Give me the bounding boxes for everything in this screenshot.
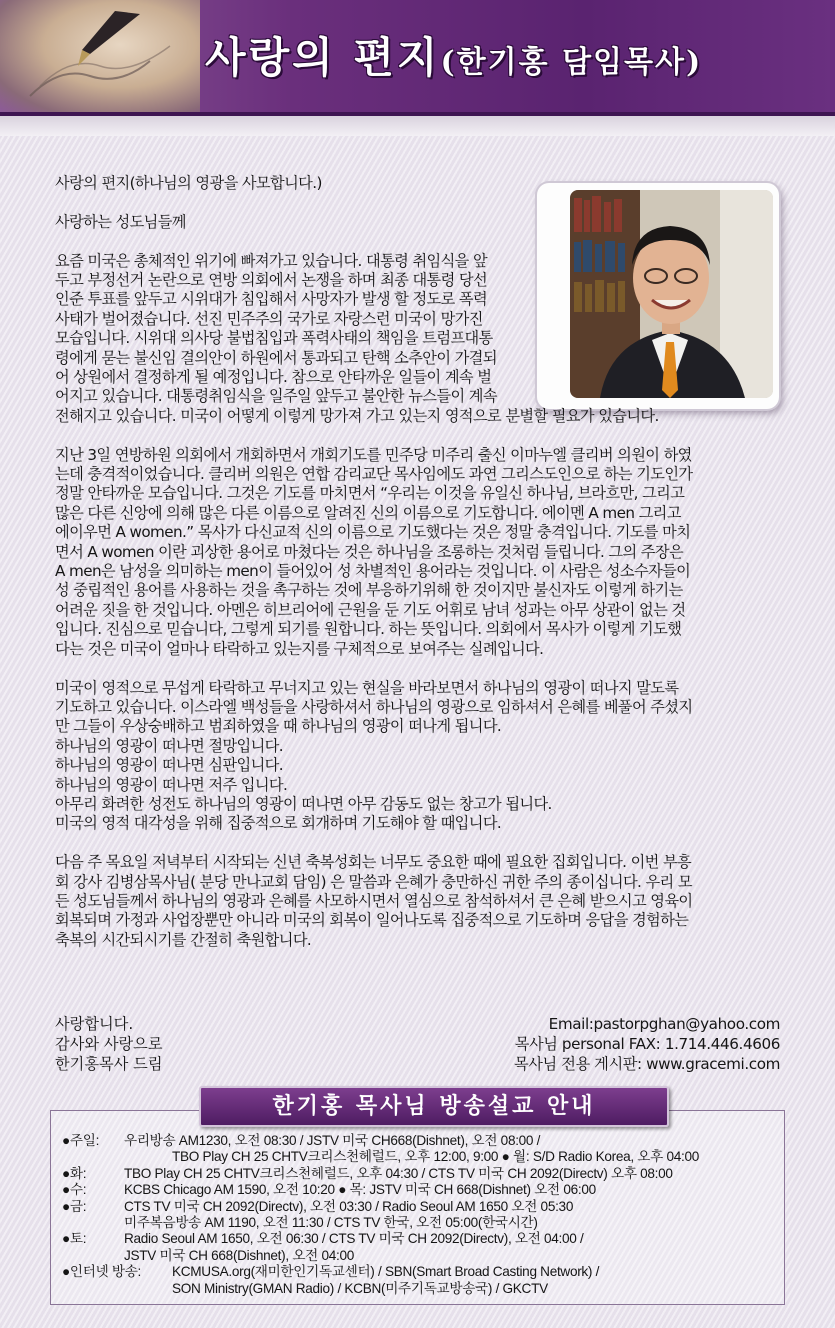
schedule-text: CTS TV 미국 CH 2092(Directv), 오전 03:30 / Radio Seoul AM 1650 오전 05:30 [124, 1198, 574, 1214]
closing-line: 사랑합니다. [55, 1015, 134, 1033]
schedule-row-sunday [62, 1133, 782, 1166]
header-title-main: 사랑의 편지 [205, 33, 441, 82]
letter-title: 사랑의 편지(하나님의 영광을 사모합니다.) [55, 174, 322, 192]
header-title [205, 18, 825, 98]
text-line: 다음 주 목요일 저녁부터 시작되는 신년 축복성회는 너무도 중요한 때에 필요한 집회입니다. 이번 부흥 [55, 853, 692, 872]
bullet-icon: ● [62, 1182, 70, 1198]
schedule-text: KCMUSA.org(재미한인기독교센터) / SBN(Smart Broad Casting Network) / [172, 1264, 600, 1280]
schedule-row-internet [62, 1264, 782, 1297]
text-line: 하나님의 영광이 떠나면 심판입니다. [55, 756, 283, 775]
contact-email[interactable]: Email:pastorpghan@yahoo.com [548, 1015, 780, 1033]
schedule-text: 우리방송 AM1230, 오전 08:30 / JSTV 미국 CH668(Dishnet), 오전 08:00 / [124, 1133, 541, 1148]
paragraph-glory [55, 679, 785, 834]
schedule-text: 미주복음방송 AM 1190, 오전 11:30 / CTS TV 한국, 오전 05:00(한국시간) [124, 1215, 538, 1231]
header-bar [0, 0, 835, 116]
text-line: 모습입니다. 시위대 의사당 불법침입과 폭력사태의 책임을 트럼프대통 [55, 329, 493, 348]
text-line: 하나님의 영광이 떠나면 저주 입니다. [55, 775, 288, 794]
broadcast-schedule [62, 1133, 782, 1297]
text-line: 어려운 짓을 한 것입니다. 아멘은 히브리어에 근원을 둔 기도 어휘로 남녀 성과는 아무 상관이 없는 것 [55, 600, 686, 619]
header-title-subtitle: (한기홍 담임목사) [440, 45, 703, 80]
paragraph-prayer [55, 446, 785, 659]
text-line: 어지고 있습니다. 대통령취임식을 일주일 앞두고 불안한 뉴스들이 계속 [55, 387, 497, 406]
bullet-icon: ● [62, 1133, 70, 1148]
paragraph-crisis [55, 252, 785, 427]
text-line: A men은 남성을 의미하는 men이 들어있어 성 차별적인 용어라는 것입니다. 이 사람은 성소수자들이 [55, 562, 691, 581]
letter-body [55, 174, 785, 950]
schedule-text: JSTV 미국 CH 668(Dishnet), 오전 04:00 [124, 1247, 354, 1263]
contact-info [514, 1014, 780, 1074]
header-shadow-band [0, 116, 835, 136]
text-line: 미국의 영적 대각성을 위해 집중적으로 회개하며 기도해야 할 때입니다. [55, 814, 502, 833]
text-line: 는데 충격적이었습니다. 클리버 의원은 연합 감리교단 목사임에도 과연 그리스도인으로 하는 기도인가 [55, 465, 693, 484]
bullet-icon: ● [62, 1198, 70, 1214]
bullet-icon: ● [62, 1264, 70, 1280]
schedule-day: 수: [69, 1182, 87, 1198]
schedule-text: SON Ministry(GMAN Radio) / KCBN(미주기독교방송국) / GKCTV [172, 1280, 548, 1296]
text-line: 어 상원에서 결정하게 될 예정입니다. 참으로 안타까운 일들이 계속 벌 [55, 368, 492, 387]
closing-line: 감사와 사랑으로 [55, 1035, 163, 1053]
schedule-day: 인터넷 방송: [69, 1264, 142, 1280]
text-line: 회복되며 가정과 사업장뿐만 아니라 미국의 회복이 일어나도록 집중적으로 기도하며 응답을 경험하는 [55, 911, 689, 930]
schedule-text: TBO Play CH 25 CHTV크리스천헤럴드, 오후 12:00, 9:00 ● 월: S/D Radio Korea, 오후 04:00 [172, 1149, 699, 1165]
text-line: 입니다. 진심으로 믿습니다, 그렇게 되기를 원합니다. 하는 뜻입니다. 의회에서 목사가 이렇게 기도했 [55, 620, 682, 639]
fountain-pen-icon [20, 6, 180, 106]
schedule-row-saturday [62, 1231, 782, 1264]
closing-line: 한기홍목사 드림 [55, 1055, 163, 1073]
text-line: 축복의 시간되시기를 간절히 축원합니다. [55, 930, 312, 949]
text-line: 인준 투표를 앞두고 시위대가 침입해서 사망자가 발생 할 정도로 폭력 [55, 290, 488, 309]
text-line: 아무리 화려한 성전도 하나님의 영광이 떠나면 아무 감동도 없는 창고가 됩니다. [55, 794, 552, 813]
contact-board[interactable]: 목사님 전용 게시판: www.gracemi.com [513, 1055, 780, 1073]
closing-signature [55, 1014, 163, 1074]
text-line: 기도하고 있습니다. 이스라엘 백성들을 사랑하셔서 하나님의 영광으로 임하셔서 은혜를 베풀어 주셨지 [55, 697, 693, 716]
text-line: 다는 것은 미국이 얼마나 타락하고 있는지를 구체적으로 보여주는 실례입니다. [55, 639, 544, 658]
schedule-text: TBO Play CH 25 CHTV크리스천헤럴드, 오후 04:30 / CTS TV 미국 CH 2092(Directv) 오후 08:00 [124, 1165, 673, 1181]
bullet-icon: ● [62, 1231, 70, 1247]
text-line: 성 중립적인 용어를 사용하는 것을 촉구하는 것에 부응하기위해 한 것이지만 불신자도 이렇게 하기는 [55, 581, 683, 600]
text-line: 회 강사 김병삼목사님( 분당 만나교회 담임) 은 말씀과 은혜가 충만하신 귀한 주의 종이십니다. 우리 모 [55, 872, 692, 891]
letter-greeting: 사랑하는 성도님들께 [55, 212, 186, 231]
schedule-text: KCBS Chicago AM 1590, 오전 10:20 ● 목: JSTV 미국 CH 668(Dishnet) 오전 06:00 [124, 1182, 596, 1198]
text-line: 하나님의 영광이 떠나면 절망입니다. [55, 736, 283, 755]
schedule-day: 금: [69, 1198, 87, 1214]
text-line: 전해지고 있습니다. 미국이 어떻게 이렇게 망가져 가고 있는지 영적으로 분별할 필요가 있습니다. [55, 406, 659, 425]
text-line: 만 그들이 우상숭배하고 범죄하였을 때 하나님의 영광이 떠나게 됩니다. [55, 717, 502, 736]
contact-fax: 목사님 personal FAX: 1.714.446.4606 [514, 1035, 780, 1053]
text-line: 사태가 벌어졌습니다. 선진 민주주의 국가로 자랑스런 미국이 망가진 [55, 309, 483, 328]
text-line: 지난 3일 연방하원 의회에서 개회하면서 개회기도를 민주당 미주리 출신 이마누엘 클리버 의원이 하였 [55, 445, 692, 464]
schedule-row-tuesday [62, 1166, 782, 1182]
text-line: 두고 부정선거 논란으로 연방 의회에서 논쟁을 하며 최종 대통령 당선 [55, 271, 488, 289]
paragraph-revival [55, 853, 785, 950]
text-line: 정말 안타까운 모습입니다. 그것은 기도를 마치면서 “우리는 이것을 유일신 하나님, 브라흐만, 그리고 [55, 484, 685, 503]
text-line: 든 성도님들께서 하나님의 영광과 은혜를 사모하시면서 열심으로 참석하셔서 큰 은혜 받으시고 영육이 [55, 891, 693, 910]
schedule-day: 화: [69, 1165, 87, 1181]
text-line: 요즘 미국은 총체적인 위기에 빠져가고 있습니다. 대통령 취임식을 앞 [55, 251, 488, 270]
schedule-row-friday [62, 1199, 782, 1232]
text-line: 미국이 영적으로 무섭게 타락하고 무너지고 있는 현실을 바라보면서 하나님의 영광이 떠나지 말도록 [55, 678, 679, 697]
schedule-row-wednesday [62, 1182, 782, 1198]
bullet-icon: ● [62, 1165, 70, 1181]
schedule-day: 주일: [69, 1133, 100, 1148]
broadcast-banner: 한기홍 목사님 방송설교 안내 [199, 1086, 669, 1127]
text-line: 면서 A women 이란 괴상한 용어로 마쳤다는 것은 하나님을 조롱하는 것처럼 들립니다. 그의 주장은 [55, 542, 684, 561]
schedule-text: Radio Seoul AM 1650, 오전 06:30 / CTS TV 미국 CH 2092(Directv), 오전 04:00 / [124, 1231, 584, 1247]
header-pen-photo [0, 0, 200, 112]
text-line: 령에게 묻는 불신임 결의안이 하원에서 통과되고 탄핵 소추안이 가결되 [55, 348, 497, 367]
text-line: 에이우먼 A women.” 목사가 다신교적 신의 이름으로 기도했다는 것은 정말 충격입니다. 기도를 마치 [55, 523, 691, 542]
schedule-day: 토: [69, 1231, 87, 1247]
text-line: 많은 다른 신앙에 의해 많은 다른 이름으로 알려진 신의 이름으로 기도합니다. 에이멘 A men 그리고 [55, 503, 681, 522]
